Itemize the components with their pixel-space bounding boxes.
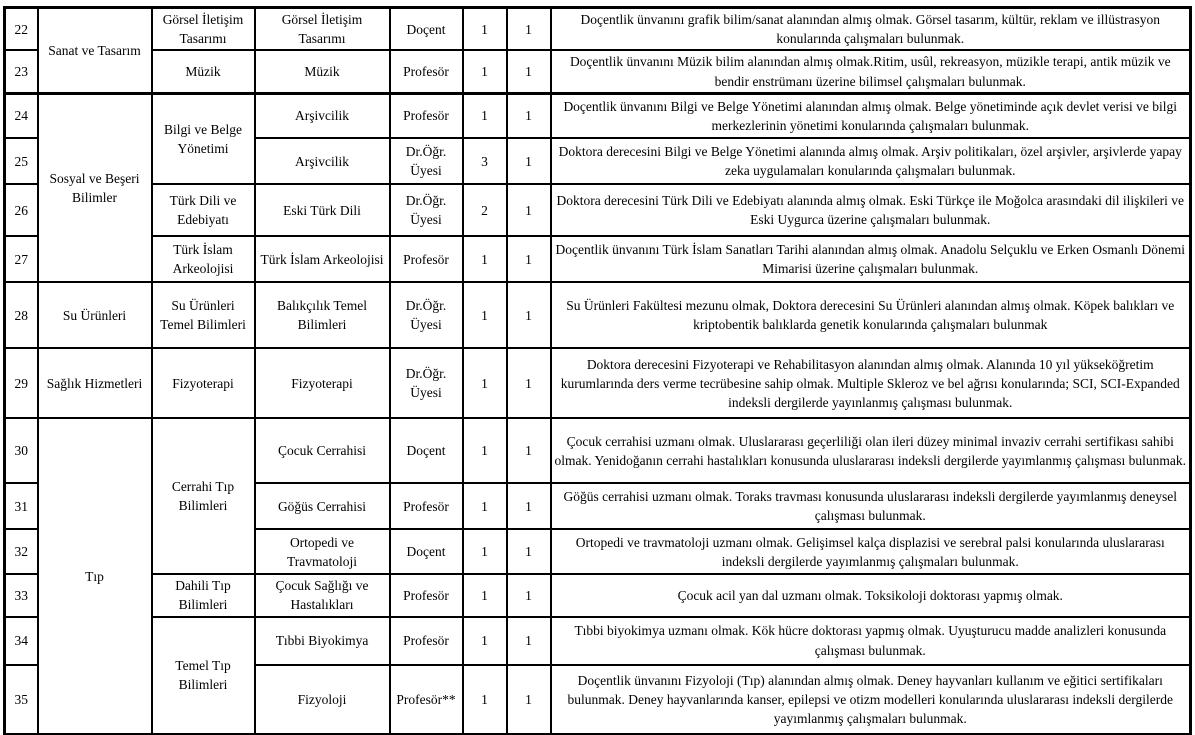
title-cell: Dr.Öğr. Üyesi — [390, 282, 463, 348]
quota-cell: 1 — [463, 483, 507, 529]
program-cell: Tıbbi Biyokimya — [255, 617, 390, 665]
department-cell: Bilgi ve Belge Yönetimi — [152, 93, 255, 184]
requirements-cell: Tıbbi biyokimya uzmanı olmak. Kök hücre doktorası yapmış olmak. Uyuşturucu madde analizleri konusunda çalışması bulunmak. — [551, 617, 1191, 665]
department-cell: Temel Tıp Bilimleri — [152, 617, 255, 735]
table-row — [5, 617, 1191, 665]
department-cell: Cerrahi Tıp Bilimleri — [152, 418, 255, 574]
quota-cell: 1 — [463, 418, 507, 483]
count-cell: 1 — [507, 617, 551, 665]
count-cell: 1 — [507, 8, 551, 51]
count-cell: 1 — [507, 138, 551, 184]
requirements-cell: Çocuk acil yan dal uzmanı olmak. Toksikoloji doktorası yapmış olmak. — [551, 574, 1191, 616]
row-number-cell: 29 — [5, 348, 38, 418]
title-cell: Doçent — [390, 8, 463, 51]
faculty-cell: Sağlık Hizmetleri — [38, 348, 152, 418]
quota-cell: 1 — [463, 282, 507, 348]
quota-cell: 1 — [463, 574, 507, 616]
row-number-cell: 27 — [5, 236, 38, 282]
title-cell: Dr.Öğr. Üyesi — [390, 138, 463, 184]
row-number-cell: 26 — [5, 184, 38, 236]
title-cell: Dr.Öğr. Üyesi — [390, 348, 463, 418]
program-cell: Balıkçılık Temel Bilimleri — [255, 282, 390, 348]
table-row — [5, 8, 1191, 51]
requirements-cell: Doktora derecesini Türk Dili ve Edebiyatı alanında almış olmak. Eski Türkçe ile Moğolca arasındaki dil ilişkileri ve Eski Uygurca üzerine çalışmaları bulunmak. — [551, 184, 1191, 236]
count-cell: 1 — [507, 236, 551, 282]
department-cell: Türk Dili ve Edebiyatı — [152, 184, 255, 236]
requirements-cell: Doçentlik ünvanını Türk İslam Sanatları Tarihi alanından almış olmak. Anadolu Selçuklu ve Erken Osmanlı Dönemi Mimarisi üzerine çalışmaları bulunmak. — [551, 236, 1191, 282]
program-cell: Arşivcilik — [255, 138, 390, 184]
requirements-cell: Ortopedi ve travmatoloji uzmanı olmak. Gelişimsel kalça displazisi ve serebral palsi konularında uluslararası indeksli dergilerde yayımlanmış çalışmaları bulunmak. — [551, 529, 1191, 574]
quota-cell: 1 — [463, 8, 507, 51]
program-cell: Ortopedi ve Travmatoloji — [255, 529, 390, 574]
program-cell: Arşivcilik — [255, 93, 390, 138]
table-row — [5, 348, 1191, 418]
table-row — [5, 50, 1191, 93]
count-cell: 1 — [507, 529, 551, 574]
department-cell: Türk İslam Arkeolojisi — [152, 236, 255, 282]
row-number-cell: 22 — [5, 8, 38, 51]
faculty-cell: Su Ürünleri — [38, 282, 152, 348]
count-cell: 1 — [507, 184, 551, 236]
count-cell: 1 — [507, 574, 551, 616]
table-row — [5, 236, 1191, 282]
quota-cell: 2 — [463, 184, 507, 236]
requirements-cell: Doktora derecesini Bilgi ve Belge Yönetimi alanında almış olmak. Arşiv politikaları, özel arşivler, arşivlerde yapay zeka uygulamaları konularında çalışmaları bulunmak. — [551, 138, 1191, 184]
count-cell: 1 — [507, 282, 551, 348]
quota-cell: 1 — [463, 617, 507, 665]
requirements-cell: Doçentlik ünvanını Müzik bilim alanından almış olmak.Ritim, usûl, rekreasyon, müzikle terapi, antik müzik ve bendir enstrümanı üzerine bilimsel çalışmaları bulunmak. — [551, 50, 1191, 93]
department-cell: Dahili Tıp Bilimleri — [152, 574, 255, 616]
program-cell: Türk İslam Arkeolojisi — [255, 236, 390, 282]
requirements-cell: Çocuk cerrahisi uzmanı olmak. Uluslararası geçerliliği olan ileri düzey minimal invaziv cerrahi sertifikası sahibi olmak. Yenidoğanın cerrahi hastalıkları konusunda uluslararası indeksli dergilerde yayımlanmış çalışması bulunmak. — [551, 418, 1191, 483]
requirements-cell: Su Ürünleri Fakültesi mezunu olmak, Doktora derecesini Su Ürünleri alanından almış olmak. Köpek balıkları ve kriptobentik balıklarda genetik konularında çalışmaları bulunmak — [551, 282, 1191, 348]
faculty-cell: Sanat ve Tasarım — [38, 8, 152, 94]
program-cell: Çocuk Cerrahisi — [255, 418, 390, 483]
row-number-cell: 32 — [5, 529, 38, 574]
count-cell: 1 — [507, 665, 551, 735]
count-cell: 1 — [507, 348, 551, 418]
program-cell: Eski Türk Dili — [255, 184, 390, 236]
row-number-cell: 30 — [5, 418, 38, 483]
title-cell: Profesör — [390, 574, 463, 616]
positions-table-body — [5, 8, 1191, 735]
title-cell: Profesör** — [390, 665, 463, 735]
requirements-cell: Doktora derecesini Fizyoterapi ve Rehabilitasyon alanından almış olmak. Alanında 10 yıl yükseköğretim kurumlarında ders verme tecrübesine sahip olmak. Multiple Skleroz ve bel ağrısı konularında; SCI, SCI-Expanded indeksli dergilerde yayınlanmış çalışması bulunmak. — [551, 348, 1191, 418]
quota-cell: 1 — [463, 665, 507, 735]
count-cell: 1 — [507, 93, 551, 138]
row-number-cell: 33 — [5, 574, 38, 616]
row-number-cell: 34 — [5, 617, 38, 665]
count-cell: 1 — [507, 50, 551, 93]
department-cell: Müzik — [152, 50, 255, 93]
program-cell: Fizyoloji — [255, 665, 390, 735]
table-row — [5, 93, 1191, 138]
row-number-cell: 23 — [5, 50, 38, 93]
program-cell: Göğüs Cerrahisi — [255, 483, 390, 529]
quota-cell: 1 — [463, 236, 507, 282]
row-number-cell: 35 — [5, 665, 38, 735]
department-cell: Fizyoterapi — [152, 348, 255, 418]
requirements-cell: Göğüs cerrahisi uzmanı olmak. Toraks travması konusunda uluslararası indeksli dergilerde yayımlanmış deneysel çalışması bulunmak. — [551, 483, 1191, 529]
program-cell: Fizyoterapi — [255, 348, 390, 418]
title-cell: Profesör — [390, 50, 463, 93]
row-number-cell: 24 — [5, 93, 38, 138]
positions-table — [3, 6, 1192, 735]
row-number-cell: 31 — [5, 483, 38, 529]
department-cell: Su Ürünleri Temel Bilimleri — [152, 282, 255, 348]
requirements-cell: Doçentlik ünvanını grafik bilim/sanat alanından almış olmak. Görsel tasarım, kültür, reklam ve illüstrasyon konularında çalışmaları bulunmak. — [551, 8, 1191, 51]
requirements-cell: Doçentlik ünvanını Bilgi ve Belge Yönetimi alanından almış olmak. Belge yönetiminde açık devlet verisi ve bilgi merkezlerinin yönetimi konularında çalışmaları bulunmak. — [551, 93, 1191, 138]
faculty-cell: Sosyal ve Beşeri Bilimler — [38, 93, 152, 282]
quota-cell: 1 — [463, 50, 507, 93]
row-number-cell: 28 — [5, 282, 38, 348]
faculty-cell: Tıp — [38, 418, 152, 734]
quota-cell: 3 — [463, 138, 507, 184]
table-row — [5, 418, 1191, 483]
title-cell: Doçent — [390, 418, 463, 483]
program-cell: Çocuk Sağlığı ve Hastalıkları — [255, 574, 390, 616]
requirements-cell: Doçentlik ünvanını Fizyoloji (Tıp) alanından almış olmak. Deney hayvanları kullanım ve eğitici sertifikaları bulunmak. Deney hayvanlarında kanser, epilepsi ve otizm modelleri konularında uluslararası indeksli dergilerde yayımlanmış çalışmaları bulunmak. — [551, 665, 1191, 735]
title-cell: Profesör — [390, 236, 463, 282]
quota-cell: 1 — [463, 529, 507, 574]
department-cell: Görsel İletişim Tasarımı — [152, 8, 255, 51]
title-cell: Profesör — [390, 483, 463, 529]
title-cell: Dr.Öğr. Üyesi — [390, 184, 463, 236]
quota-cell: 1 — [463, 93, 507, 138]
table-row — [5, 282, 1191, 348]
title-cell: Doçent — [390, 529, 463, 574]
row-number-cell: 25 — [5, 138, 38, 184]
quota-cell: 1 — [463, 348, 507, 418]
program-cell: Görsel İletişim Tasarımı — [255, 8, 390, 51]
count-cell: 1 — [507, 418, 551, 483]
table-row — [5, 184, 1191, 236]
title-cell: Profesör — [390, 617, 463, 665]
count-cell: 1 — [507, 483, 551, 529]
table-row — [5, 574, 1191, 616]
program-cell: Müzik — [255, 50, 390, 93]
title-cell: Profesör — [390, 93, 463, 138]
